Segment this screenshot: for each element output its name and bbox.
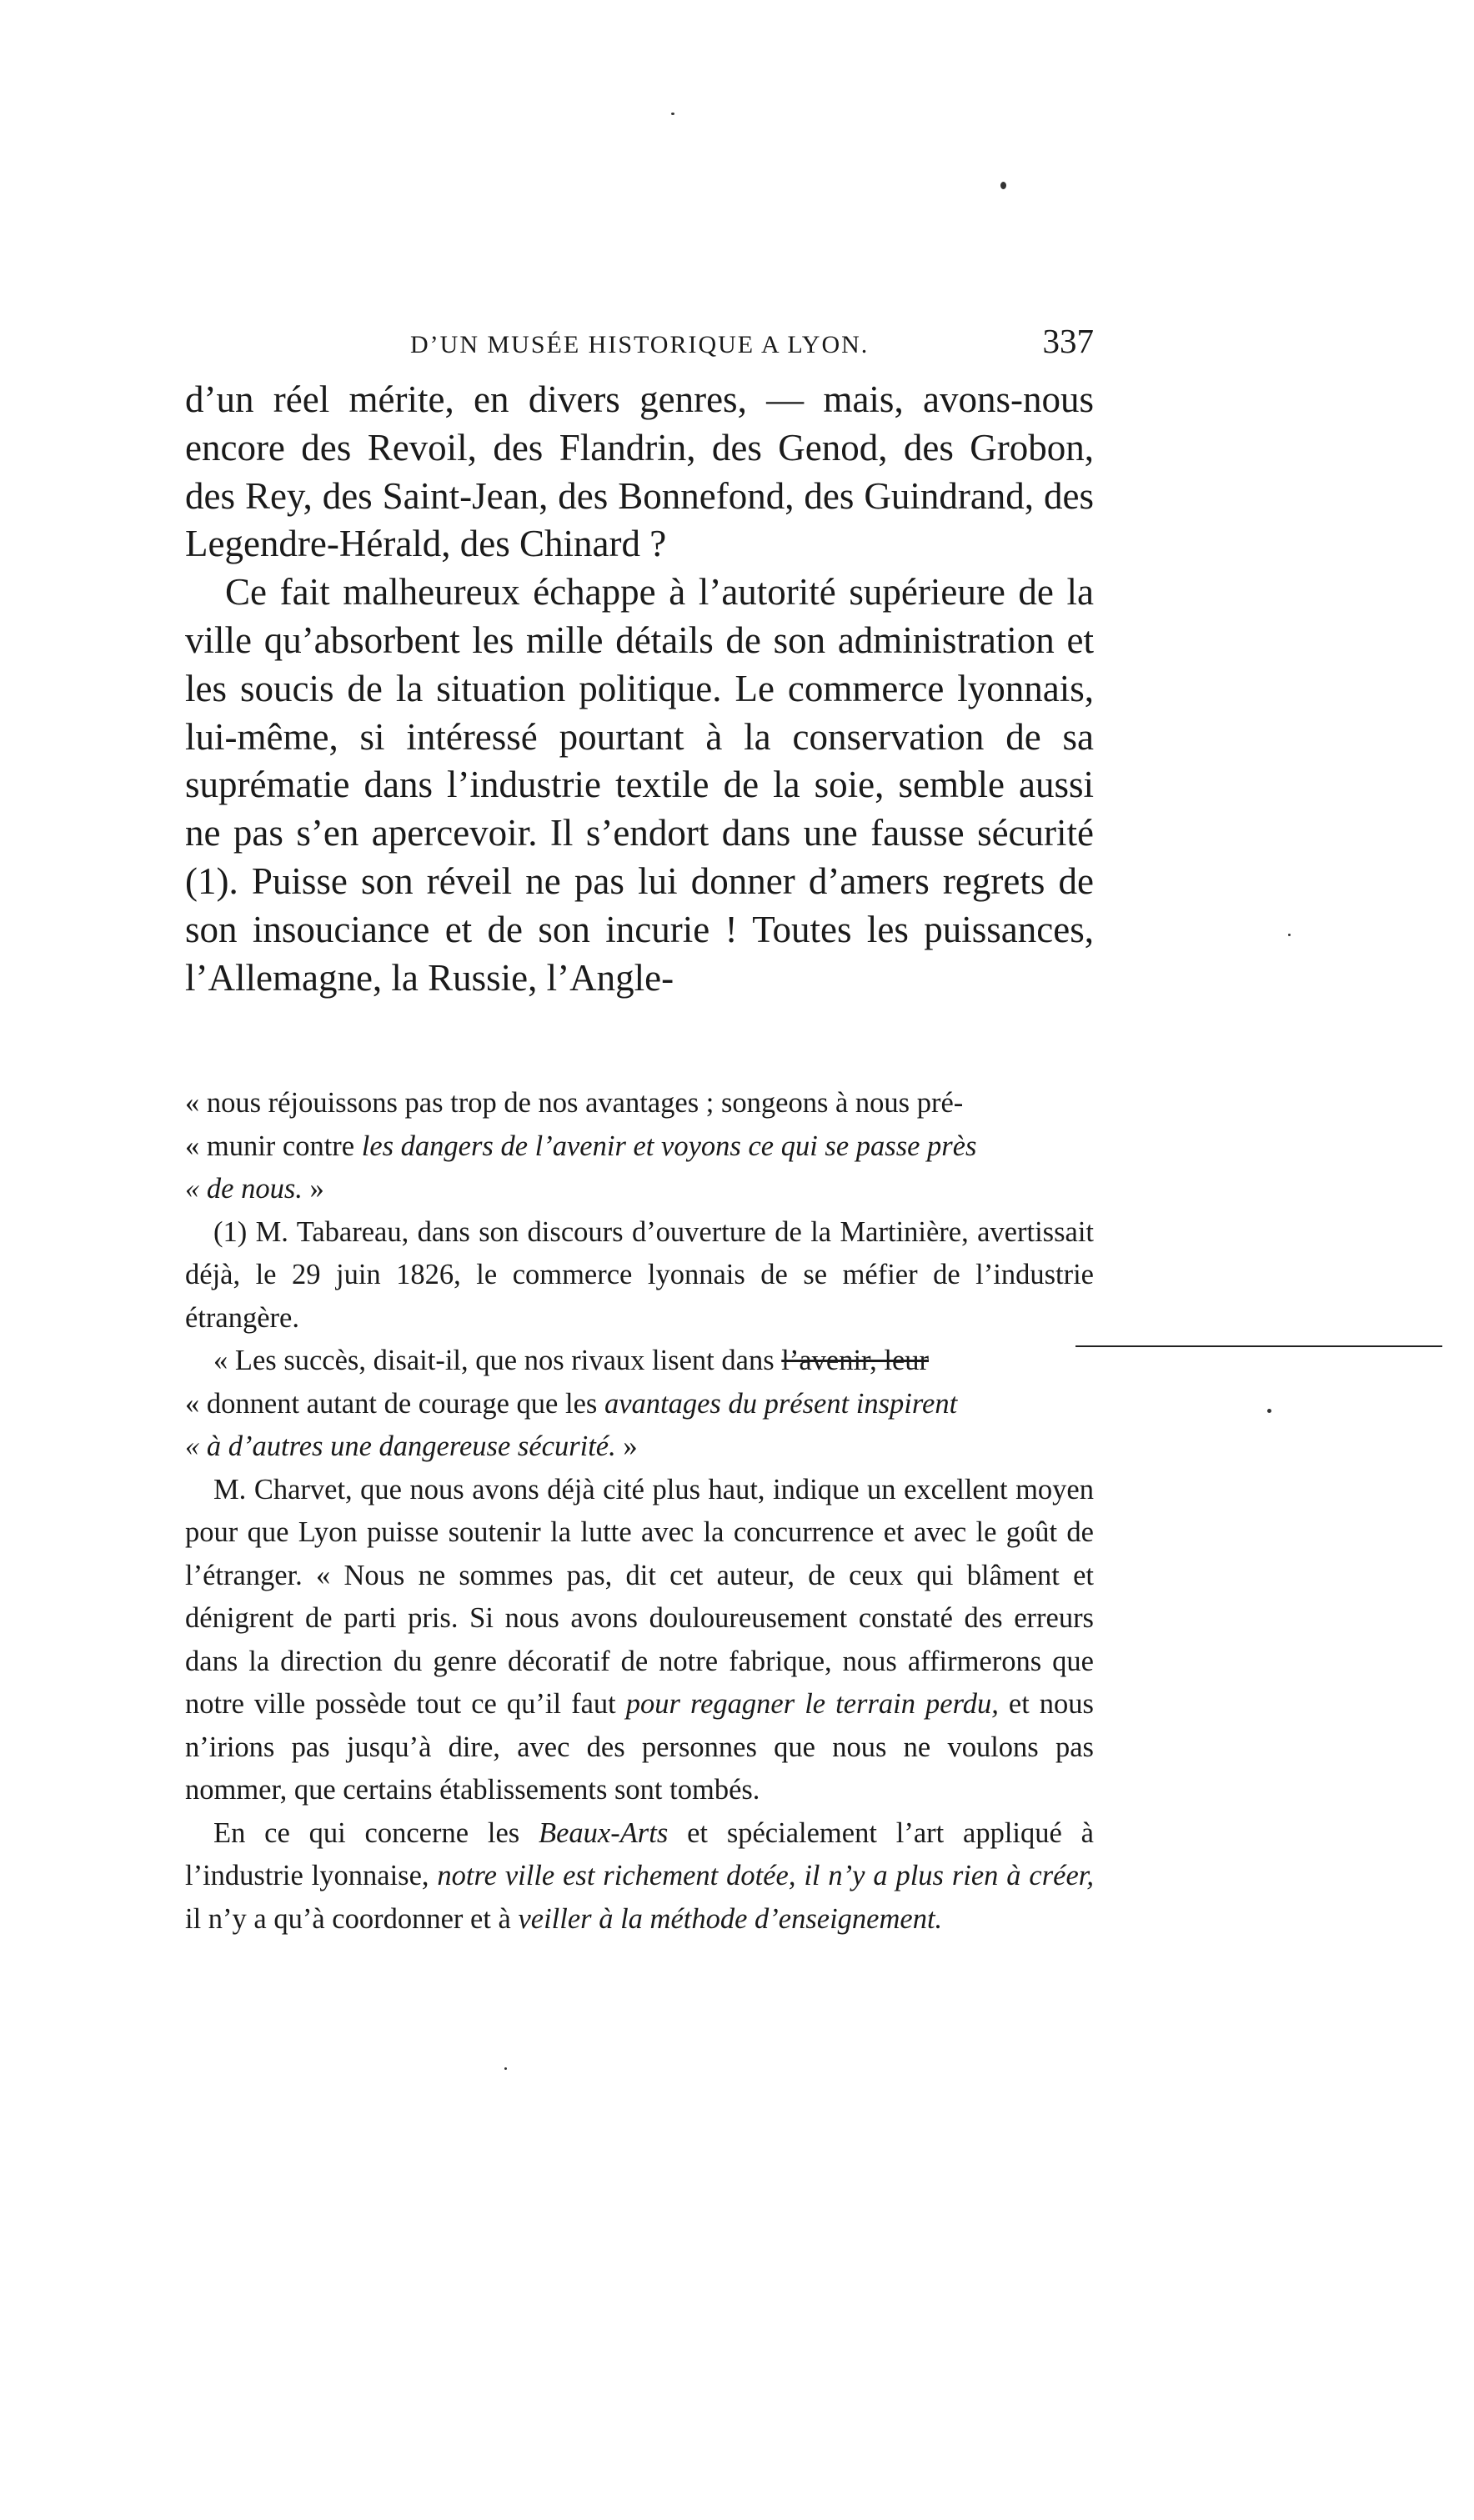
footnote-charvet-part1: M. Charvet, que nous avons déjà cité plus haut, indique un excellent moyen pour que Lyon puisse soutenir la lutte avec la concurrence et avec le goût de l’étranger. « Nous ne sommes pas, dit cet auteur, de ceux qui blâment et dénigrent de parti pris. Si nous avons douloureusement constaté des erreurs dans la direction du genre décoratif de notre fabrique, nous affirmerons que notre ville possède tout ce qu’il faut <box>185 1473 1094 1720</box>
footnote-beaux-italic2: notre ville est richement dotée, il n’y a plus rien à créer, <box>437 1860 1095 1891</box>
footnote-continuation <box>185 1082 1094 1211</box>
footnote-quote-line2-plain: « donnent autant de courage que les <box>185 1387 604 1420</box>
footnote-charvet-italic: pour regagner le terrain perdu, <box>625 1688 999 1720</box>
ink-speck <box>1000 182 1006 189</box>
footnote-beaux-italic3: veiller à la méthode d’enseignement. <box>518 1902 943 1935</box>
footnote-quote <box>185 1340 1094 1469</box>
running-title: D’UN MUSÉE HISTORIQUE A LYON. <box>410 331 870 358</box>
footnote-quote-line3-end: » <box>615 1430 638 1462</box>
footnote-continuation-line3-end: » <box>302 1173 324 1205</box>
footnote-beaux-part1: En ce qui concerne les <box>213 1816 539 1849</box>
footnote-continuation-line1: « nous réjouissons pas trop de nos avantages ; songeons à nous pré- <box>185 1087 964 1119</box>
page-header <box>185 321 1094 371</box>
footnote-quote-line1-plain: « Les succès, disait-il, que nos rivaux lisent dans <box>213 1345 782 1376</box>
main-text <box>185 376 1094 1002</box>
footnote-charvet <box>185 1469 1094 1812</box>
footnote-quote-line2-italic: avantages du présent inspirent <box>604 1387 958 1420</box>
ink-speck <box>504 2067 507 2070</box>
footnote-charvet-part2: et nous n’irions pas jusqu’à dire, avec des personnes que nous ne voulons pas nommer, que certains établissements sont tombés. <box>185 1688 1094 1806</box>
paragraph-commerce: Ce fait malheureux échappe à l’autorité supérieure de la ville qu’absorbent les mille détails de son administration et les soucis de la situation politique. Le commerce lyonnais, lui-même, si intéressé pourtant à la conservation de sa suprématie dans l’industrie textile de la soie, semble aussi ne pas s’en apercevoir. Il s’endort dans une fausse sécurité (1). Puisse son réveil ne pas lui donner d’amers regrets de son insouciance et de son incurie ! Toutes les puissances, l’Allemagne, la Russie, l’Angle- <box>185 571 1094 999</box>
footnote-continuation-line2-italic: les dangers de l’avenir et voyons ce qui se passe près <box>361 1130 977 1162</box>
footnote-continuation-line3-italic: « de nous. <box>185 1173 303 1205</box>
ink-speck <box>671 113 674 115</box>
footnote-beaux-part3: il n’y a qu’à coordonner et à <box>185 1902 519 1935</box>
ink-speck <box>1267 1409 1271 1413</box>
footnote-1: (1) M. Tabareau, dans son discours d’ouverture de la Martinière, avertissait déjà, le 29 juin 1826, le commerce lyonnais de se méfier de l’industrie étrangère. <box>185 1215 1094 1334</box>
paragraph-continuation: d’un réel mérite, en divers genres, — mais, avons-nous encore des Revoil, des Flandrin, des Genod, des Grobon, des Rey, des Saint-Jean, des Bonnefond, des Guindrand, des Legendre-Hérald, des Chinard ? <box>185 378 1094 565</box>
footnote-beaux-part2: et spécialement l’art appliqué à l’industrie lyonnaise, <box>185 1816 1094 1891</box>
footnote-beaux-arts <box>185 1812 1094 1941</box>
stray-rule-line <box>1075 1345 1442 1347</box>
footnote-continuation-line2-plain: « munir contre <box>185 1130 362 1162</box>
page-number: 337 <box>1042 322 1094 360</box>
footnote-beaux-italic1: Beaux-Arts <box>539 1816 669 1849</box>
footnote-quote-line3-italic: « à d’autres une dangereuse sécurité. <box>185 1430 616 1462</box>
ink-speck <box>1288 934 1291 936</box>
footnote-quote-line1-struck: l’avenir, leur <box>781 1345 930 1376</box>
footnotes <box>185 1082 1094 1941</box>
